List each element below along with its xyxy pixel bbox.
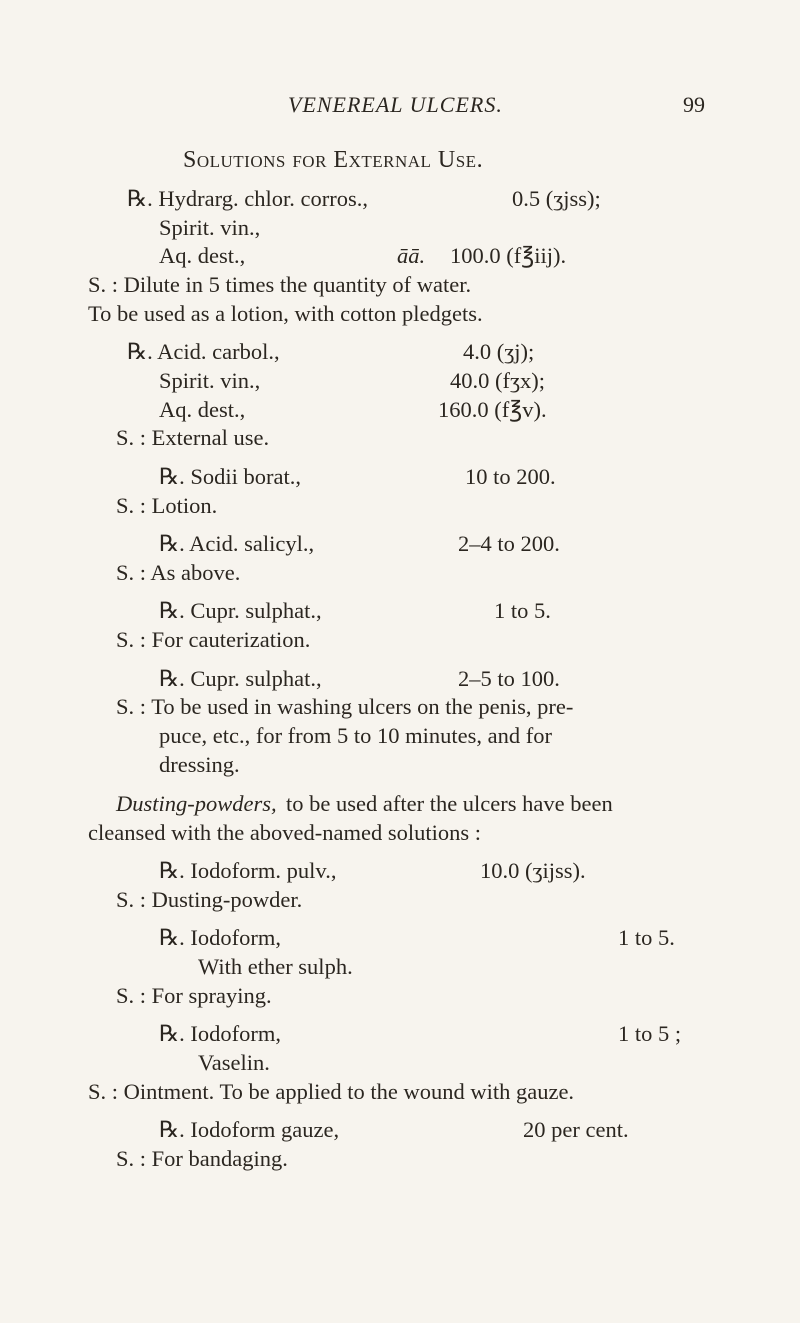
prescription-line: ℞. Iodoform, — [159, 925, 282, 950]
prescription-line: ℞. Acid. carbol., — [127, 339, 280, 364]
signa-line: S. : For spraying. — [116, 983, 272, 1008]
dose: 0.5 (ʒjss); — [512, 186, 601, 211]
prescription-line: With ether sulph. — [198, 954, 353, 979]
dose: 1 to 5 ; — [618, 1021, 682, 1046]
prescription-line: Vaselin. — [198, 1050, 270, 1075]
signa-line: S. : As above. — [116, 560, 241, 585]
dose: 100.0 (f℥iij). — [450, 243, 567, 268]
prescription-line: Aq. dest., — [159, 243, 246, 268]
prescription-line: ℞. Cupr. sulphat., — [159, 666, 322, 691]
dose: 20 per cent. — [523, 1117, 629, 1142]
prescription-line: ℞. Iodoform gauze, — [159, 1117, 340, 1142]
prescription-line: Spirit. vin., — [159, 215, 261, 240]
dose: 1 to 5. — [494, 598, 551, 623]
text-line: dressing. — [159, 752, 240, 777]
text-line: cleansed with the aboved-named solutions : — [88, 820, 482, 845]
signa-line: S. : To be used in washing ulcers on the penis, pre- — [116, 694, 574, 719]
paragraph-lead: Dusting-powders, — [116, 791, 277, 816]
dose: 2–5 to 100. — [458, 666, 560, 691]
dose: 2–4 to 200. — [458, 531, 560, 556]
signa-line: S. : Dilute in 5 times the quantity of water. — [88, 272, 472, 297]
ana-mark: āā. — [397, 243, 426, 268]
signa-line: S. : Ointment. To be applied to the wound with gauze. — [88, 1079, 575, 1104]
text-line: To be used as a lotion, with cotton pledgets. — [88, 301, 483, 326]
page-number: 99 — [683, 92, 705, 117]
section-title: Solutions for External Use. — [183, 147, 484, 173]
prescription-line: ℞. Acid. salicyl., — [159, 531, 315, 556]
prescription-line: ℞. Iodoform, — [159, 1021, 282, 1046]
prescription-line: ℞. Iodoform. pulv., — [159, 858, 337, 883]
prescription-line: ℞. Hydrarg. chlor. corros., — [127, 186, 368, 211]
text-line: to be used after the ulcers have been — [286, 791, 613, 816]
dose: 10.0 (ʒijss). — [480, 858, 586, 883]
dose: 4.0 (ʒj); — [463, 339, 535, 364]
signa-line: S. : For cauterization. — [116, 627, 311, 652]
signa-line: S. : Lotion. — [116, 493, 218, 518]
prescription-line: ℞. Cupr. sulphat., — [159, 598, 322, 623]
dose: 1 to 5. — [618, 925, 675, 950]
signa-line: S. : External use. — [116, 425, 270, 450]
prescription-line: Aq. dest., — [159, 397, 246, 422]
running-title: VENEREAL ULCERS. — [288, 92, 503, 117]
prescription-line: Spirit. vin., — [159, 368, 261, 393]
prescription-line: ℞. Sodii borat., — [159, 464, 302, 489]
dose: 40.0 (fʒx); — [450, 368, 545, 393]
signa-line: S. : Dusting-powder. — [116, 887, 303, 912]
dose: 10 to 200. — [465, 464, 556, 489]
dose: 160.0 (f℥v). — [438, 397, 547, 422]
text-line: puce, etc., for from 5 to 10 minutes, and for — [159, 723, 553, 748]
signa-line: S. : For bandaging. — [116, 1146, 288, 1171]
